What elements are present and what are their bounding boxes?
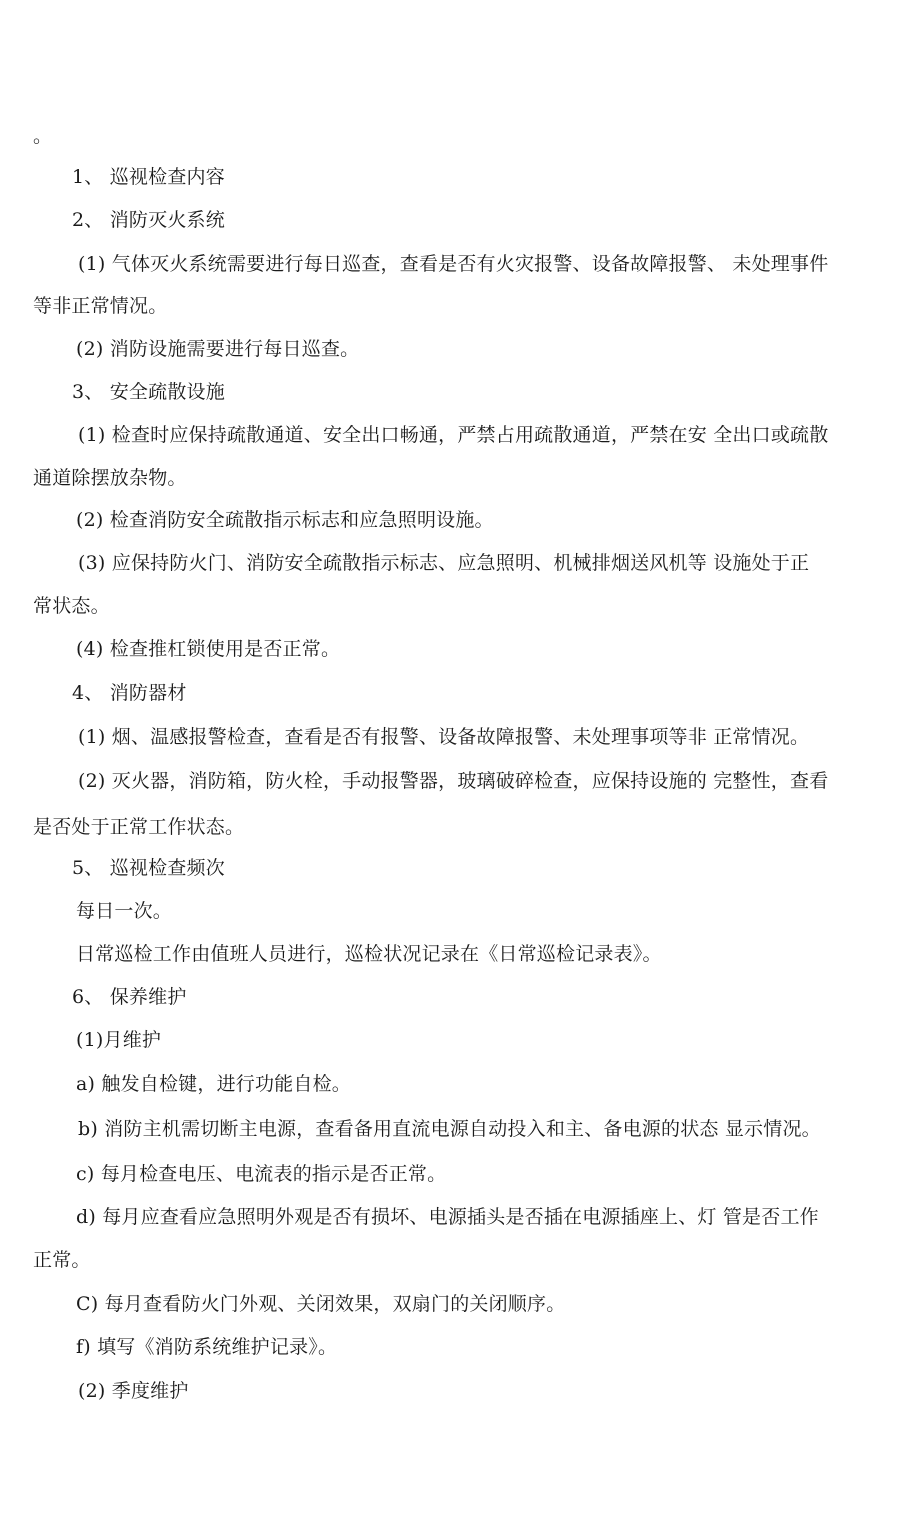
text-line: 等非正常情况。 [33,295,168,317]
text-line: b) 消防主机需切断主电源，查看备用直流电源自动投入和主、备电源的状态 显示情况。 [78,1118,821,1140]
text-line: d) 每月应查看应急照明外观是否有损坏、电源插头是否插在电源插座上、灯 管是否工作 [76,1206,819,1228]
text-line: (2) 消防设施需要进行每日巡查。 [76,338,360,360]
text-line: 正常。 [33,1249,91,1271]
text-line: c) 每月检查电压、电流表的指示是否正常。 [76,1163,447,1185]
section-heading: 3、 安全疏散设施 [72,381,225,403]
text-line: (4) 检查推杠锁使用是否正常。 [76,638,341,660]
text-line: (3) 应保持防火门、消防安全疏散指示标志、应急照明、机械排烟送风机等 设施处于正 [78,552,810,574]
section-heading: 1、 巡视检查内容 [72,166,225,188]
text-line: (1) 烟、温感报警检查，查看是否有报警、设备故障报警、未处理事项等非 正常情况。 [78,726,810,748]
text-line: f) 填写《消防系统维护记录》。 [76,1336,338,1358]
text-line: C) 每月查看防火门外观、关闭效果，双扇门的关闭顺序。 [76,1293,566,1315]
text-line: 是否处于正常工作状态。 [33,816,245,838]
text-line: (1) 检查时应保持疏散通道、安全出口畅通，严禁占用疏散通道，严禁在安 全出口或疏散 [78,424,829,446]
text-line: (2) 检查消防安全疏散指示标志和应急照明设施。 [76,509,494,531]
text-line: 每日一次。 [76,900,173,922]
text-line: 。 [33,125,53,147]
section-heading: 2、 消防灭火系统 [72,209,225,231]
section-heading: 5、 巡视检查频次 [72,857,225,879]
text-line: (2) 灭火器，消防箱，防火栓，手动报警器，玻璃破碎检查，应保持设施的 完整性，查看 [78,770,829,792]
text-line: (2) 季度维护 [78,1380,189,1402]
text-line: a) 触发自检键，进行功能自检。 [76,1073,351,1095]
text-line: (1) 气体灭火系统需要进行每日巡查，查看是否有火灾报警、设备故障报警、 未处理事件 [78,253,829,275]
section-heading: 6、 保养维护 [72,986,187,1008]
section-heading: 4、 消防器材 [72,682,187,704]
text-line: 日常巡检工作由值班人员进行，巡检状况记录在《日常巡检记录表》。 [76,943,662,965]
text-line: 通道除摆放杂物。 [33,467,187,489]
text-line: (1)月维护 [76,1029,162,1051]
text-line: 常状态。 [33,595,110,617]
